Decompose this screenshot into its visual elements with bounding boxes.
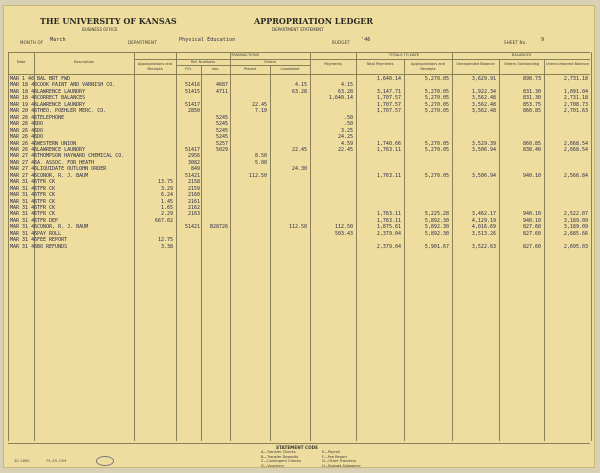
cell-po: 2159 (187, 185, 200, 192)
statement-code-title: STATEMENT CODE (276, 445, 318, 450)
cell-date: MAR 27 46 (10, 159, 38, 166)
ledger-row (4, 218, 595, 224)
col-date: Date (16, 60, 26, 64)
cell-unexp: 3,562.48 (471, 108, 496, 115)
balances-rule (452, 59, 590, 60)
cell-date: MAR 31 46 (10, 198, 38, 205)
cell-pay: 22.45 (337, 146, 353, 153)
cell-tpay: 1,740.66 (376, 140, 401, 147)
ledger-title: APPROPRIATION LEDGER (254, 16, 374, 26)
cell-unexp: 3,529.39 (471, 140, 496, 147)
cell-date: MAR 31 46 (10, 192, 38, 199)
col-orders-outstanding: Orders Outstanding (503, 62, 540, 66)
form-number: 30–1660 (14, 459, 30, 463)
cell-desc: A. ASSOC. FOR HEATH (37, 159, 95, 166)
cell-vou: B28726 (209, 224, 228, 231)
col-po: P.O. (185, 67, 192, 71)
cell-vou: 5245 (215, 134, 228, 141)
ledger-row (4, 115, 595, 121)
ledger-row (4, 108, 595, 114)
budget-label: BUDGET (332, 40, 351, 45)
cell-placed: 8.50 (254, 153, 267, 160)
col-liquidated: Liquidated (280, 67, 300, 71)
cell-unexp: 3,513.26 (471, 230, 496, 237)
cell-pay: .50 (343, 121, 353, 128)
cell-date: MAR 19 46 (10, 101, 38, 108)
ledger-row (4, 82, 595, 88)
union-label-icon (96, 456, 114, 466)
cell-po: 2850 (187, 108, 200, 115)
cell-tpay: 1,763.11 (376, 146, 401, 153)
cell-po: 2956 (187, 153, 200, 160)
cell-unenc: 2,701.63 (563, 108, 588, 115)
cell-tapp: 5,892.30 (424, 217, 449, 224)
cell-desc: DO (37, 134, 44, 141)
cell-date: MAR 26 46 (10, 134, 38, 141)
cell-desc: CORRECT BALANCES (37, 95, 86, 102)
cell-date: MAR 31 46 (10, 211, 38, 218)
cell-tpay: 3,147.71 (376, 88, 401, 95)
ledger-row (4, 237, 595, 243)
cell-po: 51421 (184, 224, 200, 231)
cell-unexp: 3,506.94 (471, 172, 496, 179)
ledger-subtitle: DEPARTMENT STATEMENT (272, 27, 324, 32)
cell-unenc: 2,668.54 (563, 146, 588, 153)
cell-tpay: 2,379.04 (376, 243, 401, 250)
cell-tapp: 5,270.05 (424, 101, 449, 108)
cell-tapp: 5,270.05 (424, 76, 449, 82)
cell-unenc: 2,566.84 (563, 172, 588, 179)
cell-unenc: 2,695.03 (563, 243, 588, 250)
cell-date: MAR 31 46 (10, 185, 38, 192)
grid-bottom-line (8, 443, 590, 444)
cell-date: MAR 26 46 (10, 114, 38, 121)
col-total-approp: Appropriations and Receipts (410, 62, 446, 71)
cell-oo: 853.75 (522, 101, 541, 108)
ledger-row (4, 205, 595, 211)
cell-desc: WESTERN UNION (37, 140, 77, 147)
ledger-row (4, 192, 595, 198)
cell-approp: 667.02 (154, 217, 173, 224)
cell-placed: 112.50 (248, 172, 267, 179)
cell-approp: 12.75 (157, 237, 173, 244)
cell-vou: 5029 (215, 146, 228, 153)
department-label: DEPARTMENT (128, 40, 157, 45)
cell-desc: TELEPHONE (37, 114, 65, 121)
cell-tpay: 2,379.04 (376, 230, 401, 237)
cell-unenc: 2,668.54 (563, 140, 588, 147)
cell-pay: 4.59 (340, 140, 353, 147)
cell-oo: 860.85 (522, 108, 541, 115)
ledger-row (4, 134, 595, 140)
cell-po: 2163 (187, 211, 200, 218)
col-balances: BALANCES (511, 53, 532, 57)
cell-desc: TFR CK (37, 205, 56, 211)
cell-vou: 5245 (215, 127, 228, 134)
cell-approp: 3.29 (160, 185, 173, 192)
cell-unenc: 3,189.09 (563, 217, 588, 224)
cell-po: 51416 (184, 82, 200, 89)
cell-pay: 24.25 (337, 134, 353, 141)
col-appropriations: Appropriations and Receipts (137, 62, 173, 71)
cell-oo: 827.60 (522, 230, 541, 237)
cell-po: 51417 (184, 146, 200, 153)
cell-desc: BO REFUNDS (37, 243, 68, 250)
code-entry: A—Transfer Checks (261, 450, 296, 454)
cell-unexp: 3,629.91 (471, 76, 496, 82)
cell-unexp: 3,506.94 (471, 146, 496, 153)
ledger-row (4, 244, 595, 250)
cell-desc: TFR CK (37, 179, 56, 186)
cell-desc: LAWRENCE LAUNDRY (37, 101, 86, 108)
cell-date: MAR 18 46 (10, 95, 38, 102)
cell-approp: 3.38 (160, 243, 173, 250)
cell-desc: TFR CK (37, 192, 56, 199)
cell-desc: LAWRENCE LAUNDRY (37, 146, 86, 153)
cell-pay: 63.28 (337, 88, 353, 95)
cell-approp: 2.29 (160, 211, 173, 218)
cell-desc: TFR CK (37, 185, 56, 192)
cell-date: MAR 31 46 (10, 224, 38, 231)
cell-oo: 940.10 (522, 211, 541, 218)
business-office: BUSINESS OFFICE (82, 27, 118, 32)
ledger-sheet (3, 5, 595, 468)
cell-desc: BAL BRT FWD (37, 76, 71, 82)
month-label: MONTH OF (20, 40, 44, 45)
grid-header-line (8, 74, 590, 75)
cell-date: MAR 27 46 (10, 172, 38, 179)
cell-desc: FEE REPORT (37, 237, 68, 244)
cell-date: MAR 1 46 (10, 76, 35, 82)
cell-po: 2160 (187, 192, 200, 199)
cell-date: MAR 31 46 (10, 237, 38, 244)
ledger-row (4, 224, 595, 230)
cell-date: MAR 31 46 (10, 243, 38, 250)
department-value: Physical Education (179, 37, 236, 43)
cell-liq: 22.45 (291, 146, 307, 153)
ledger-row (4, 153, 595, 159)
cell-tapp: 5,270.05 (424, 108, 449, 115)
cell-date: MAR 26 46 (10, 146, 38, 153)
cell-liq: 112.50 (288, 224, 307, 231)
cell-unexp: 3,562.48 (471, 95, 496, 102)
cell-oo: 898.73 (522, 76, 541, 82)
cell-unexp: 3,522.63 (471, 243, 496, 250)
cell-unexp: 1,922.34 (471, 88, 496, 95)
ledger-row (4, 76, 595, 82)
cell-desc: LAWRENCE LAUNDRY (37, 88, 86, 95)
ledger-row (4, 128, 595, 134)
cell-tpay: 1,875.61 (376, 224, 401, 231)
code-entry: E—Payroll (322, 450, 340, 454)
cell-date: MAR 20 46 (10, 108, 38, 115)
cell-pay: 3.25 (340, 127, 353, 134)
cell-date: MAR 26 46 (10, 127, 38, 134)
ledger-row (4, 89, 595, 95)
cell-unenc: 1,091.04 (563, 88, 588, 95)
ledger-row (4, 95, 595, 101)
cell-date: MAR 26 46 (10, 121, 38, 128)
cell-unenc: 2,685.66 (563, 230, 588, 237)
ledger-row (4, 121, 595, 127)
cell-po: 51417 (184, 101, 200, 108)
ledger-row (4, 160, 595, 166)
col-unexpended: Unexpended Balance (456, 62, 495, 66)
ledger-row (4, 147, 595, 153)
ledger-row (4, 211, 595, 217)
cell-unenc: 2,708.73 (563, 101, 588, 108)
cell-vou: 5257 (215, 140, 228, 147)
col-unencumbered: Unencumbered Balance (545, 62, 589, 66)
cell-pay: 503.43 (334, 230, 353, 237)
cell-desc: THOMPSON HAYWARD CHEMICAL CO. (37, 153, 125, 160)
cell-tpay: 1,763.11 (376, 172, 401, 179)
cell-oo: 940.10 (522, 217, 541, 224)
cell-date: MAR 26 46 (10, 140, 38, 147)
cell-desc: PAY ROLL (37, 230, 62, 237)
cell-tapp: 5,270.05 (424, 172, 449, 179)
cell-placed: 22.45 (251, 101, 267, 108)
cell-tapp: 5,225.28 (424, 211, 449, 218)
cell-date: MAR 31 46 (10, 217, 38, 224)
cell-date: MAR 27 46 (10, 153, 38, 160)
cell-date: MAR 18 46 (10, 88, 38, 95)
sheet-value: 9 (541, 37, 545, 43)
code-entry: G—Other Transfers (322, 459, 357, 464)
cell-approp: 13.75 (157, 179, 173, 186)
month-value: March (50, 37, 66, 43)
code-entry: D—Vouchers (261, 463, 284, 468)
cell-oo: 940.10 (522, 172, 541, 179)
cell-vou: 4711 (215, 88, 228, 95)
cell-date: MAR 18 46 (10, 82, 38, 89)
university-name: THE UNIVERSITY OF KANSAS (40, 16, 177, 26)
col-total-payments: Total Payments (366, 62, 394, 66)
ledger-row (4, 186, 595, 192)
sheet-label: SHEET No. (504, 40, 527, 45)
cell-vou: 5245 (215, 121, 228, 128)
cell-oo: 831.30 (522, 95, 541, 102)
cell-po: 849 (190, 166, 200, 173)
budget-value: '46 (361, 37, 371, 43)
ledger-row (4, 231, 595, 237)
cell-tapp: 5,892.30 (424, 224, 449, 231)
cell-tpay: 1,763.11 (376, 211, 401, 218)
cell-date: MAR 31 46 (10, 205, 38, 211)
cell-po: 3082 (187, 159, 200, 166)
code-entry: H—Budget Allowance (322, 463, 361, 468)
code-entry: C—Contingent Checks (261, 459, 302, 464)
cell-po: 2162 (187, 205, 200, 211)
col-transactions: TRANSACTIONS (231, 53, 259, 57)
cell-approp: 1.45 (160, 198, 173, 205)
cell-unexp: 3,462.17 (471, 211, 496, 218)
cell-tapp: 5,270.05 (424, 95, 449, 102)
cell-unenc: 2,731.18 (563, 76, 588, 82)
cell-oo: 827.60 (522, 243, 541, 250)
cell-placed: 7.10 (254, 108, 267, 115)
cell-approp: 1.65 (160, 205, 173, 211)
cell-tpay: 1,707.57 (376, 95, 401, 102)
cell-vou: 5245 (215, 114, 228, 121)
cell-desc: COOK PAINT AND VARNISH CO. (37, 82, 116, 89)
cell-desc: THEO. POEHLER MERC. CO. (37, 108, 107, 115)
ledger-row (4, 166, 595, 172)
cell-tapp: 5,270.05 (424, 140, 449, 147)
code-entry: F—Fee Report (322, 454, 348, 459)
cell-pay: 1,640.14 (328, 95, 353, 102)
cell-po: 51415 (184, 88, 200, 95)
cell-liq: 63.28 (291, 88, 307, 95)
cell-po: 2158 (187, 179, 200, 186)
statement-code-col2 (322, 450, 361, 468)
cell-unenc: 2,731.18 (563, 95, 588, 102)
cell-unexp: 4,016.69 (471, 224, 496, 231)
cell-desc: LIQUIDATE OUTLOHN ORDER (37, 166, 107, 173)
cell-desc: DO (37, 121, 44, 128)
cell-desc: DO (37, 127, 44, 134)
cell-tapp: 5,892.30 (424, 230, 449, 237)
col-description: Description (73, 60, 95, 64)
cell-pay: 112.50 (334, 224, 353, 231)
cell-desc: TFR CK (37, 211, 56, 218)
cell-po: 2161 (187, 198, 200, 205)
ledger-row (4, 141, 595, 147)
col-totals-to-date: TOTALS TO DATE (388, 53, 420, 57)
code-entry: B—Transfer Deposits (261, 454, 299, 459)
cell-tpay: 1,640.14 (376, 76, 401, 82)
cell-oo: 838.40 (522, 146, 541, 153)
print-number: 75–49–15M (46, 459, 67, 463)
ledger-row (4, 179, 595, 185)
cell-pay: 4.15 (340, 82, 353, 89)
cell-date: MAR 31 46 (10, 179, 38, 186)
cell-unenc: 2,522.07 (563, 211, 588, 218)
ledger-row (4, 173, 595, 179)
cell-desc: CONOR, R. J. BAUM (37, 172, 89, 179)
cell-desc: TFR DEP (37, 217, 59, 224)
statement-code-col1 (261, 450, 301, 468)
col-payments: Payments (324, 62, 342, 66)
cell-tpay: 1,763.11 (376, 217, 401, 224)
cell-tapp: 5,901.67 (424, 243, 449, 250)
ledger-row (4, 199, 595, 205)
cell-tpay: 1,707.57 (376, 108, 401, 115)
cell-liq: 24.30 (291, 166, 307, 173)
col-orders: Orders (263, 60, 277, 64)
cell-desc: TFR CK (37, 198, 56, 205)
cell-tapp: 5,270.05 (424, 146, 449, 153)
cell-liq: 4.15 (294, 82, 307, 89)
cell-unexp: 3,562.48 (471, 101, 496, 108)
cell-tapp: 5,270.05 (424, 88, 449, 95)
cell-unenc: 3,189.09 (563, 224, 588, 231)
col-placed: Placed (244, 67, 256, 71)
ref-rule (176, 65, 230, 66)
cell-unexp: 4,129.19 (471, 217, 496, 224)
cell-vou: 4687 (215, 82, 228, 89)
cell-oo: 860.85 (522, 140, 541, 147)
cell-date: MAR 27 46 (10, 166, 38, 173)
cell-date: MAR 31 46 (10, 230, 38, 237)
col-vou: Vou. (211, 67, 220, 71)
cell-pay: .50 (343, 114, 353, 121)
cell-placed: 5.00 (254, 159, 267, 166)
cell-tpay: 1,707.57 (376, 101, 401, 108)
ledger-row (4, 102, 595, 108)
cell-approp: 6.24 (160, 192, 173, 199)
cell-desc: CONOR, R. J. BAUM (37, 224, 89, 231)
col-ref-numbers: Ref. Numbers (190, 60, 216, 64)
cell-oo: 827.60 (522, 224, 541, 231)
cell-oo: 831.30 (522, 88, 541, 95)
cell-po: 51421 (184, 172, 200, 179)
